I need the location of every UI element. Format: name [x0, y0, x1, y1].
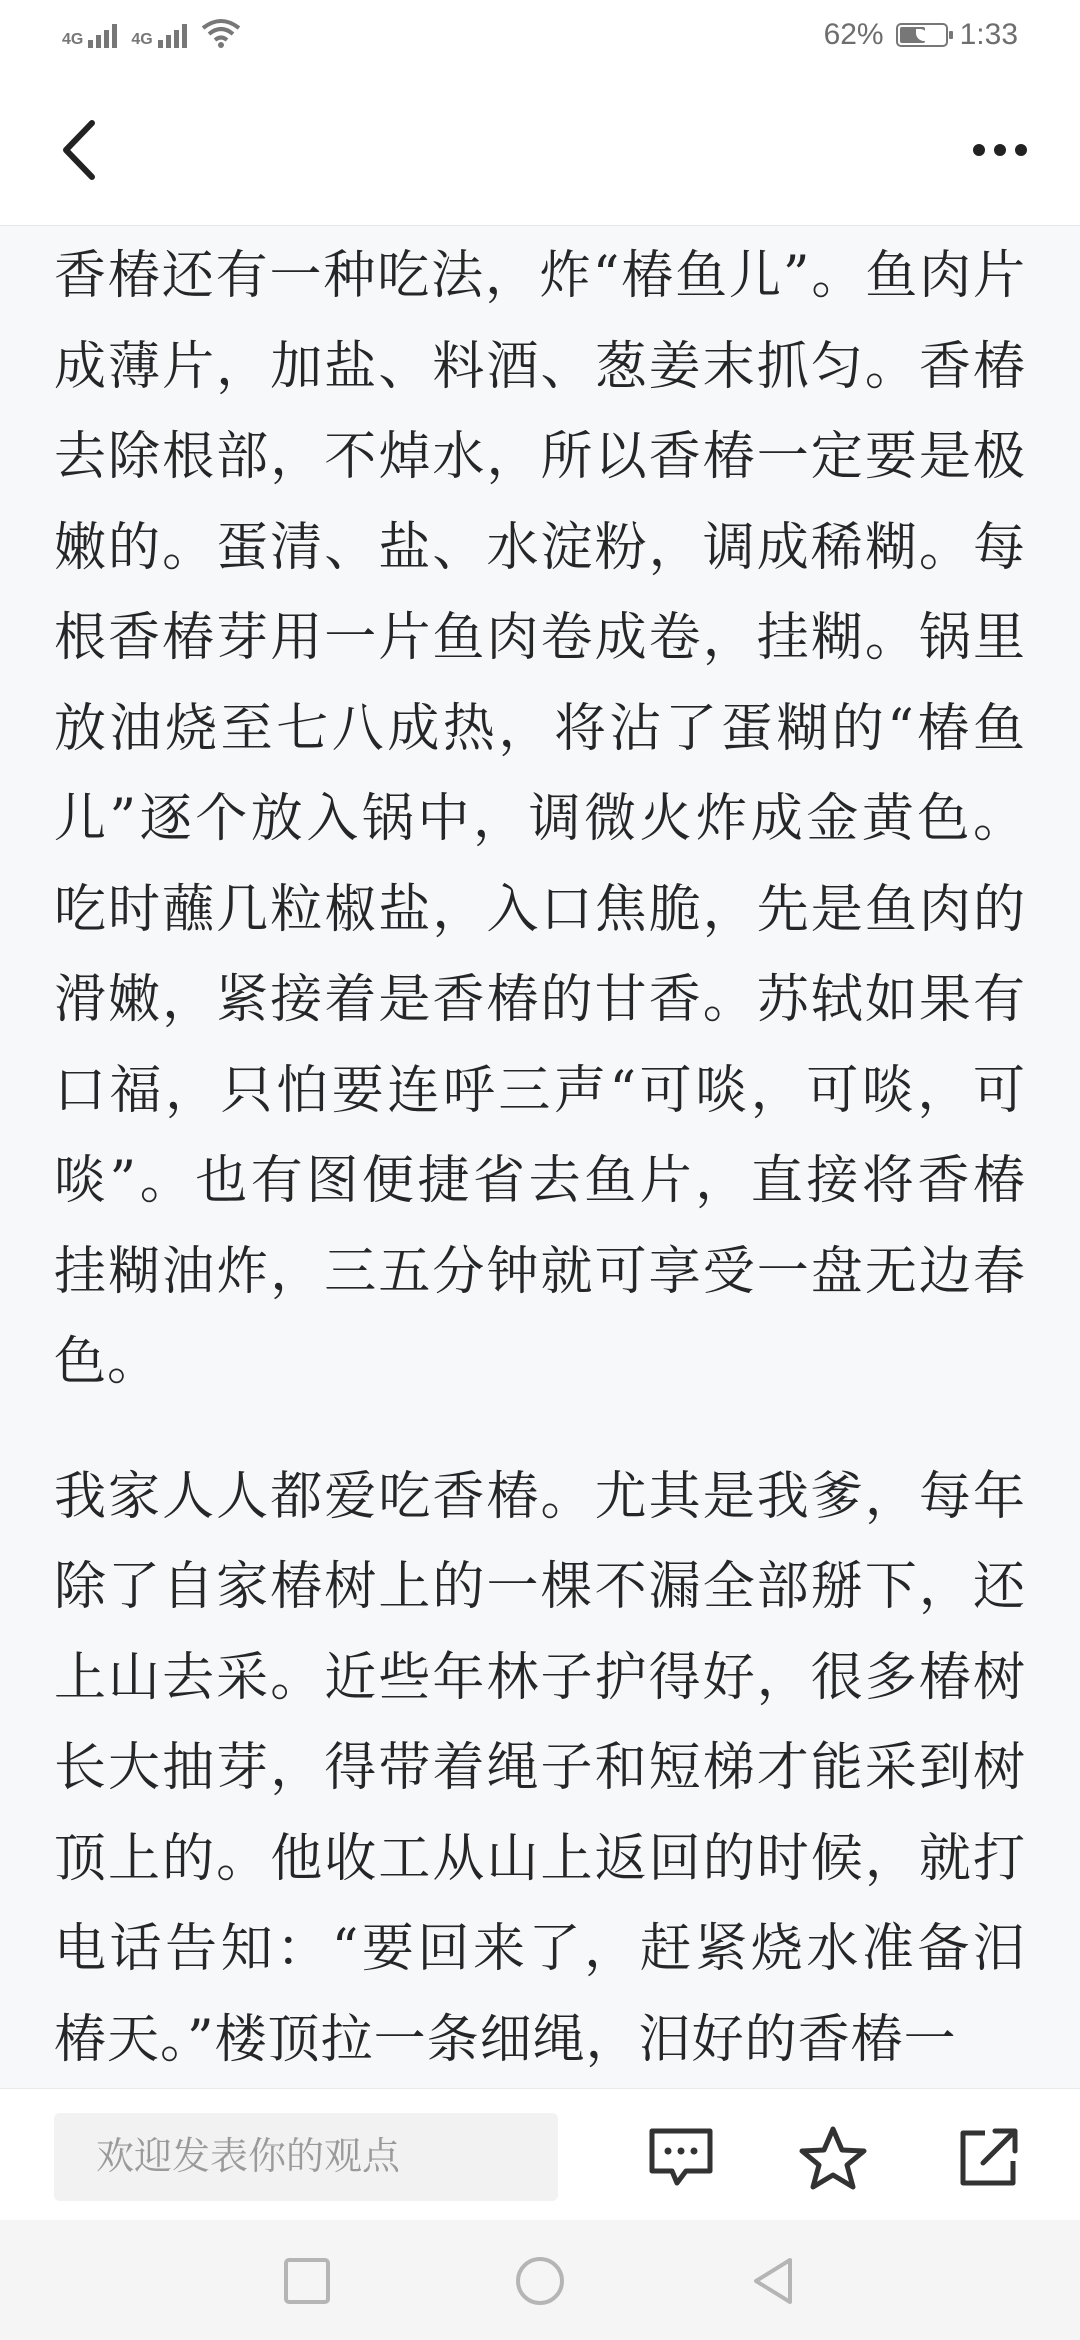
status-left [62, 18, 241, 48]
status-bar [0, 0, 1080, 75]
article-content[interactable] [0, 226, 1080, 2088]
status-right [824, 18, 1018, 52]
comment-input[interactable] [54, 2113, 558, 2201]
cellular-signal-2-icon [131, 24, 186, 48]
favorite-button[interactable] [798, 2125, 868, 2191]
article-paragraph: 我家人人都爱吃香椿。尤其是我爹，每年除了自家椿树上的一棵不漏全部掰下，还上山去采。近些年林子护得好，很多椿树长大抽芽，得带着绳子和短梯才能采到树顶上的。他收工从山上返回的时候，就打电话告知：“要回来了，赶紧烧水准备汨椿天。”楼顶拉一条细绳，汨好的香椿一 [54, 1466, 1026, 2070]
battery-icon [896, 23, 948, 47]
nav-back-button[interactable] [744, 2252, 802, 2310]
bottom-action-bar [0, 2088, 1080, 2221]
network-type-2: 4G [131, 31, 153, 48]
cellular-signal-1-icon [62, 24, 117, 48]
clock: 1:33 [959, 18, 1018, 51]
wifi-icon [201, 18, 241, 48]
home-icon [511, 2252, 569, 2310]
share-button[interactable] [955, 2125, 1025, 2191]
back-button[interactable] [50, 113, 120, 187]
more-options-button[interactable] [960, 120, 1040, 180]
recent-apps-button[interactable] [278, 2252, 336, 2310]
comment-icon [646, 2125, 716, 2191]
app-header [0, 75, 1080, 226]
system-nav-bar [0, 2220, 1080, 2340]
home-button[interactable] [511, 2252, 569, 2310]
comment-button[interactable] [646, 2125, 716, 2191]
back-triangle-icon [744, 2252, 802, 2310]
network-type-1: 4G [62, 31, 84, 48]
star-icon [798, 2125, 868, 2191]
share-icon [955, 2125, 1025, 2191]
more-horizontal-icon [973, 144, 985, 156]
recent-apps-icon [278, 2252, 336, 2310]
article-paragraph: 香椿还有一种吃法，炸“椿鱼儿”。鱼肉片成薄片，加盐、料酒、葱姜末抓匀。香椿去除根部，不焯水，所以香椿一定要是极嫩的。蛋清、盐、水淀粉，调成稀糊。每根香椿芽用一片鱼肉卷成卷，挂糊。锅里放油烧至七八成热，将沾了蛋糊的“椿鱼儿”逐个放入锅中，调微火炸成金黄色。吃时蘸几粒椒盐，入口焦脆，先是鱼肉的滑嫩，紧接着是香椿的甘香。苏轼如果有口福，只怕要连呼三声“可啖，可啖，可啖”。也有图便捷省去鱼片，直接将香椿挂糊油炸，三五分钟就可享受一盘无边春色。 [54, 246, 1026, 1392]
chevron-left-icon [50, 113, 120, 187]
battery-percent: 62% [823, 18, 884, 51]
